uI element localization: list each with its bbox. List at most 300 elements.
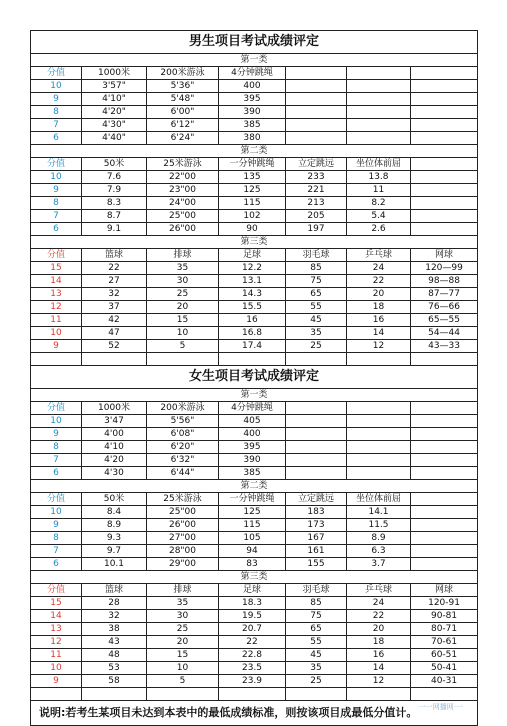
score-row [31,649,478,662]
standard-value: 28"00 [147,545,219,558]
standard-value: 29"00 [147,558,219,571]
item-header: 网球 [411,249,478,262]
score-header: 分值 [31,493,82,506]
empty-cell [347,132,411,145]
standard-value: 75 [286,610,347,623]
standard-value: 13.8 [347,171,411,184]
score-row [31,132,478,145]
empty-cell [411,223,478,236]
score-row [31,80,478,93]
standard-value: 3'47 [82,415,147,428]
empty-cell [286,106,347,119]
standard-value: 5.4 [347,210,411,223]
empty-cell [411,171,478,184]
standard-value: 70-61 [411,636,478,649]
score-row [31,467,478,480]
item-header: 1000米 [82,67,147,80]
score-value: 6 [31,223,82,236]
standard-value: 43 [82,636,147,649]
standard-value: 8.2 [347,197,411,210]
standard-value: 4'30" [82,119,147,132]
score-row [31,428,478,441]
score-value: 8 [31,441,82,454]
score-value: 9 [31,93,82,106]
empty-cell [286,119,347,132]
standard-value: 6'24" [147,132,219,145]
category-label-row [31,145,478,158]
standard-value: 48 [82,649,147,662]
watermark: 一一网播网·一 [418,703,463,711]
standard-value: 15 [147,314,219,327]
standard-value: 155 [286,558,347,571]
item-header: 25米游泳 [147,158,219,171]
item-header: 50米 [82,493,147,506]
score-row [31,558,478,571]
standard-value: 5'56" [147,415,219,428]
standard-value: 22 [347,275,411,288]
standard-value: 14 [347,327,411,340]
score-row [31,623,478,636]
empty-cell [347,415,411,428]
item-header: 乒乓球 [347,249,411,262]
score-header: 分值 [31,584,82,597]
standard-value: 2.6 [347,223,411,236]
standard-value: 35 [286,327,347,340]
standard-value: 24"00 [147,197,219,210]
standard-value: 25 [286,675,347,688]
empty-cell [411,93,478,106]
item-header: 坐位体前屈 [347,493,411,506]
score-value: 6 [31,467,82,480]
standard-value: 6'44" [147,467,219,480]
category-label: 第三类 [31,571,478,584]
standard-value: 25 [286,340,347,353]
standard-value: 18 [347,636,411,649]
score-value: 11 [31,649,82,662]
standard-value: 9.7 [82,545,147,558]
category-label-row [31,480,478,493]
standard-value: 14.1 [347,506,411,519]
standard-value: 13.1 [219,275,286,288]
standard-value: 8.4 [82,506,147,519]
standard-value: 390 [219,106,286,119]
empty-cell [411,210,478,223]
standard-value: 35 [147,597,219,610]
standard-value: 55 [286,301,347,314]
score-row [31,275,478,288]
standard-value: 53 [82,662,147,675]
standard-value: 405 [219,415,286,428]
standard-value: 58 [82,675,147,688]
empty-cell [286,467,347,480]
standard-value: 11.5 [347,519,411,532]
item-header: 4分钟跳绳 [219,402,286,415]
score-row [31,171,478,184]
standard-value: 27"00 [147,532,219,545]
standard-value: 18 [347,301,411,314]
standard-value: 22.8 [219,649,286,662]
standard-value: 6'20" [147,441,219,454]
empty-cell [411,519,478,532]
standard-value: 25 [147,623,219,636]
standard-value: 20 [347,623,411,636]
section-title-row [31,366,478,389]
score-header: 分值 [31,158,82,171]
standard-value: 233 [286,171,347,184]
header-row [31,493,478,506]
standard-value: 213 [286,197,347,210]
score-row [31,119,478,132]
standard-value: 23"00 [147,184,219,197]
score-value: 9 [31,519,82,532]
standard-value: 4'20" [82,106,147,119]
standard-value: 380 [219,132,286,145]
item-header: 篮球 [82,584,147,597]
standard-value: 3.7 [347,558,411,571]
standard-value: 25"00 [147,506,219,519]
empty-cell [411,132,478,145]
standard-value: 7.9 [82,184,147,197]
item-header: 立定跳远 [286,493,347,506]
score-row [31,93,478,106]
note-row [31,701,478,726]
empty-cell [411,454,478,467]
standard-value: 24 [347,597,411,610]
standard-value: 8.3 [82,197,147,210]
standard-value: 20.7 [219,623,286,636]
score-row [31,184,478,197]
score-row [31,223,478,236]
standard-value: 90-81 [411,610,478,623]
standard-value: 32 [82,610,147,623]
empty-cell [147,353,219,366]
item-header: 一分钟跳绳 [219,158,286,171]
standard-value: 400 [219,80,286,93]
standard-value: 45 [286,649,347,662]
empty-cell [411,197,478,210]
standard-value: 65—55 [411,314,478,327]
standard-value: 25 [147,288,219,301]
standard-value: 23.5 [219,662,286,675]
item-header: 羽毛球 [286,584,347,597]
item-header: 立定跳远 [286,158,347,171]
score-row [31,454,478,467]
standard-value: 16 [347,314,411,327]
standard-value: 4'00 [82,428,147,441]
standard-value: 19.5 [219,610,286,623]
category-label-row [31,54,478,67]
standard-value: 4'40" [82,132,147,145]
item-header: 排球 [147,584,219,597]
standard-value: 76—66 [411,301,478,314]
empty-cell [31,353,82,366]
standard-value: 11 [347,184,411,197]
standard-value: 395 [219,93,286,106]
score-row [31,662,478,675]
score-value: 10 [31,662,82,675]
empty-cell [347,93,411,106]
standard-value: 52 [82,340,147,353]
item-header: 乒乓球 [347,584,411,597]
empty-cell [347,441,411,454]
score-value: 9 [31,184,82,197]
score-row [31,519,478,532]
standard-value: 173 [286,519,347,532]
note: 说明:若考生某项目未达到本表中的最低成绩标准，则按该项目成最低分值计。 [31,701,478,726]
header-row [31,249,478,262]
item-header: 4分钟跳绳 [219,67,286,80]
empty-cell [82,353,147,366]
score-value: 10 [31,415,82,428]
standard-value: 9.1 [82,223,147,236]
standard-value: 15.5 [219,301,286,314]
standard-value: 42 [82,314,147,327]
empty-cell [82,688,147,701]
standard-value: 400 [219,428,286,441]
score-value: 7 [31,210,82,223]
standard-value: 98—88 [411,275,478,288]
empty-cell [411,545,478,558]
item-header: 200米游泳 [147,402,219,415]
standard-value: 6'00" [147,106,219,119]
score-value: 13 [31,288,82,301]
empty-cell [347,454,411,467]
empty-cell [411,493,478,506]
standard-value: 38 [82,623,147,636]
score-table [30,30,478,726]
empty-cell [411,532,478,545]
standard-value: 94 [219,545,286,558]
item-header: 1000米 [82,402,147,415]
standard-value: 8.7 [82,210,147,223]
standard-value: 221 [286,184,347,197]
empty-cell [411,402,478,415]
standard-value: 8.9 [347,532,411,545]
score-value: 14 [31,275,82,288]
empty-cell [411,353,478,366]
empty-cell [347,106,411,119]
standard-value: 60-51 [411,649,478,662]
standard-value: 6.3 [347,545,411,558]
item-header: 25米游泳 [147,493,219,506]
score-value: 10 [31,506,82,519]
score-value: 13 [31,623,82,636]
standard-value: 135 [219,171,286,184]
standard-value: 390 [219,454,286,467]
standard-value: 15 [147,649,219,662]
category-label-row [31,236,478,249]
standard-value: 167 [286,532,347,545]
standard-value: 35 [147,262,219,275]
score-row [31,288,478,301]
score-row [31,610,478,623]
standard-value: 8.9 [82,519,147,532]
category-label: 第二类 [31,480,478,493]
standard-value: 80-71 [411,623,478,636]
score-row [31,197,478,210]
empty-cell [347,119,411,132]
empty-cell [286,80,347,93]
standard-value: 16.8 [219,327,286,340]
standard-value: 24 [347,262,411,275]
standard-value: 4'30 [82,467,147,480]
standard-value: 22 [219,636,286,649]
empty-cell [347,353,411,366]
category-label: 第三类 [31,236,478,249]
category-label-row [31,389,478,402]
standard-value: 10 [147,662,219,675]
header-row [31,584,478,597]
standard-value: 47 [82,327,147,340]
standard-value: 30 [147,610,219,623]
header-row [31,158,478,171]
score-value: 15 [31,262,82,275]
score-value: 11 [31,314,82,327]
empty-cell [286,454,347,467]
category-label: 第一类 [31,54,478,67]
standard-value: 14 [347,662,411,675]
item-header: 200米游泳 [147,67,219,80]
score-header: 分值 [31,67,82,80]
empty-cell [411,106,478,119]
standard-value: 54—44 [411,327,478,340]
standard-value: 83 [219,558,286,571]
header-row [31,402,478,415]
standard-value: 22 [82,262,147,275]
empty-cell [286,688,347,701]
standard-value: 125 [219,506,286,519]
score-row [31,262,478,275]
standard-value: 10 [147,327,219,340]
standard-value: 65 [286,623,347,636]
score-row [31,415,478,428]
standard-value: 17.4 [219,340,286,353]
score-table-body [31,31,478,726]
standard-value: 105 [219,532,286,545]
standard-value: 385 [219,119,286,132]
empty-cell [219,353,286,366]
empty-cell [411,688,478,701]
empty-cell [286,402,347,415]
section-title: 男生项目考试成绩评定 [31,31,478,54]
standard-value: 28 [82,597,147,610]
empty-cell [286,93,347,106]
score-value: 12 [31,636,82,649]
score-value: 9 [31,340,82,353]
score-value: 6 [31,132,82,145]
standard-value: 32 [82,288,147,301]
header-row [31,67,478,80]
standard-value: 65 [286,288,347,301]
empty-cell [286,67,347,80]
standard-value: 7.6 [82,171,147,184]
category-label-row [31,571,478,584]
score-row [31,636,478,649]
score-value: 10 [31,327,82,340]
standard-value: 20 [147,301,219,314]
score-row [31,106,478,119]
score-value: 10 [31,80,82,93]
standard-value: 115 [219,197,286,210]
standard-value: 5'48" [147,93,219,106]
empty-cell [31,688,82,701]
standard-value: 6'32" [147,454,219,467]
item-header: 足球 [219,249,286,262]
section-title-row [31,31,478,54]
standard-value: 75 [286,275,347,288]
standard-value: 27 [82,275,147,288]
score-row [31,675,478,688]
item-header: 排球 [147,249,219,262]
standard-value: 9.3 [82,532,147,545]
blank-row [31,688,478,701]
empty-cell [347,80,411,93]
score-value: 7 [31,119,82,132]
item-header: 一分钟跳绳 [219,493,286,506]
score-value: 12 [31,301,82,314]
empty-cell [411,184,478,197]
score-value: 7 [31,545,82,558]
empty-cell [411,80,478,93]
standard-value: 87—77 [411,288,478,301]
standard-value: 85 [286,597,347,610]
standard-value: 22"00 [147,171,219,184]
empty-cell [286,132,347,145]
standard-value: 50-41 [411,662,478,675]
standard-value: 125 [219,184,286,197]
standard-value: 43—33 [411,340,478,353]
standard-value: 4'10" [82,93,147,106]
score-row [31,441,478,454]
item-header: 坐位体前屈 [347,158,411,171]
score-value: 8 [31,532,82,545]
score-row [31,301,478,314]
empty-cell [411,428,478,441]
empty-cell [286,415,347,428]
category-label: 第二类 [31,145,478,158]
standard-value: 6'12" [147,119,219,132]
standard-value: 102 [219,210,286,223]
standard-value: 45 [286,314,347,327]
standard-value: 55 [286,636,347,649]
standard-value: 14.3 [219,288,286,301]
score-row [31,210,478,223]
standard-value: 161 [286,545,347,558]
empty-cell [411,467,478,480]
standard-value: 197 [286,223,347,236]
standard-value: 26"00 [147,223,219,236]
standard-value: 22 [347,610,411,623]
standard-value: 385 [219,467,286,480]
standard-value: 37 [82,301,147,314]
standard-value: 395 [219,441,286,454]
standard-value: 85 [286,262,347,275]
empty-cell [219,688,286,701]
item-header: 网球 [411,584,478,597]
empty-cell [286,353,347,366]
empty-cell [286,428,347,441]
standard-value: 20 [147,636,219,649]
item-header: 篮球 [82,249,147,262]
standard-value: 3'57" [82,80,147,93]
empty-cell [286,441,347,454]
section-title: 女生项目考试成绩评定 [31,366,478,389]
standard-value: 4'20 [82,454,147,467]
standard-value: 5 [147,340,219,353]
standard-value: 6'08" [147,428,219,441]
standard-value: 90 [219,223,286,236]
empty-cell [411,558,478,571]
